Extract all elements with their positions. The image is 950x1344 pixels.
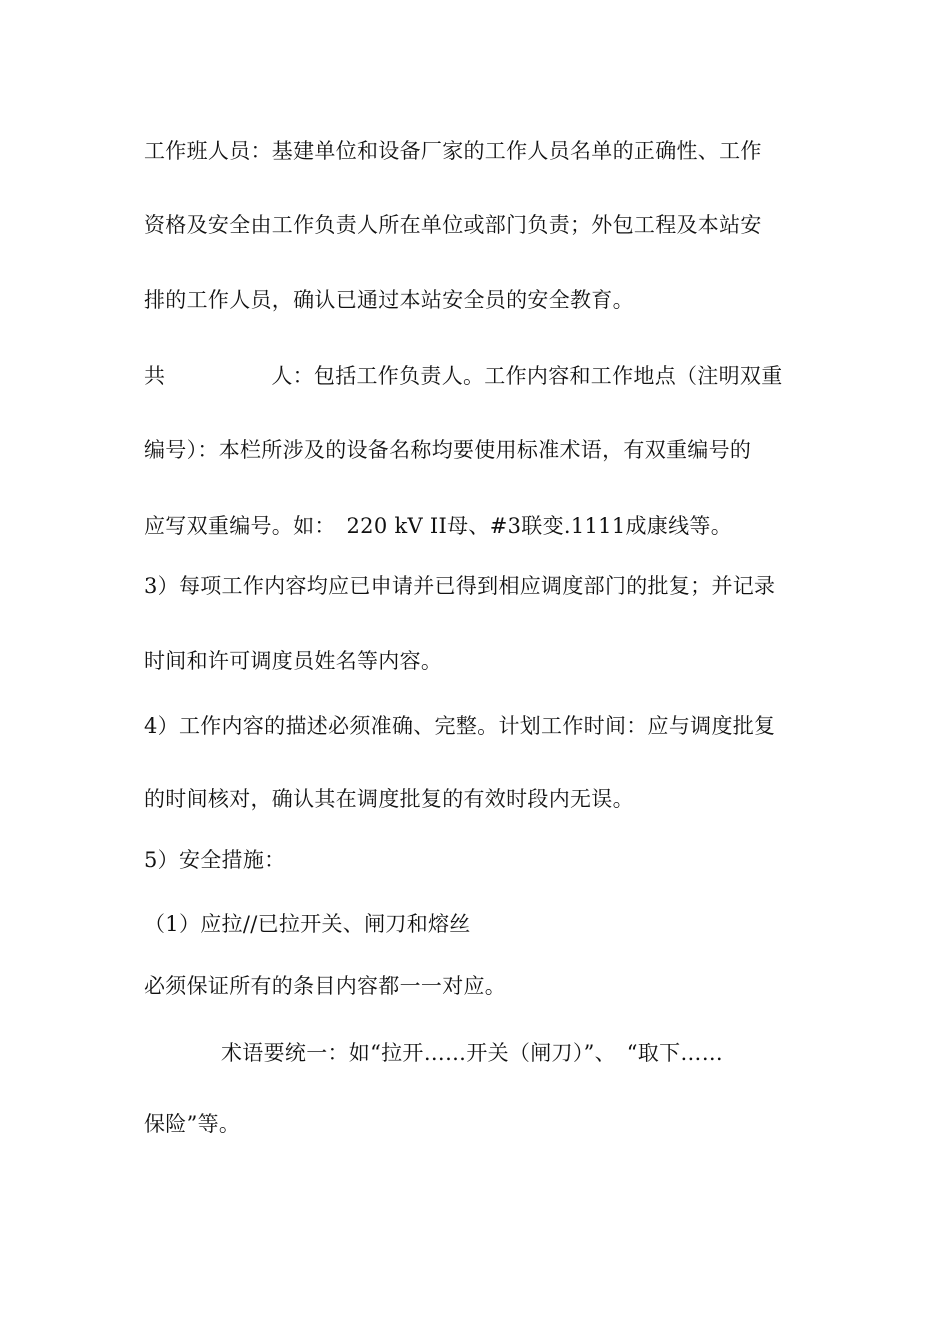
- paragraph-line: 必须保证所有的条目内容都一一对应。: [144, 974, 507, 998]
- indented-paragraph-line: 术语要统一：如“拉开……开关（闸刀）”、 “取下……: [221, 1041, 724, 1065]
- paragraph-line: 应写双重编号。如： 220 kV II母、#3联变.1111成康线等。: [144, 514, 732, 538]
- paragraph-line: 保险”等。: [144, 1112, 241, 1136]
- list-item: （1）应拉//已拉开关、闸刀和熔丝: [144, 912, 471, 936]
- section-heading: 5）安全措施：: [144, 848, 286, 872]
- paragraph-line: 排的工作人员，确认已通过本站安全员的安全教育。: [144, 288, 634, 312]
- line-suffix: 人：包括工作负责人。工作内容和工作地点（注明双重: [271, 364, 783, 388]
- paragraph-line: 工作班人员：基建单位和设备厂家的工作人员名单的正确性、工作: [144, 139, 762, 163]
- paragraph-line: 资格及安全由工作负责人所在单位或部门负责；外包工程及本站安: [144, 213, 762, 237]
- paragraph-line: 3）每项工作内容均应已申请并已得到相应调度部门的批复；并记录: [144, 574, 776, 598]
- paragraph-line: 的时间核对，确认其在调度批复的有效时段内无误。: [144, 787, 634, 811]
- line-prefix: 共: [144, 364, 166, 388]
- paragraph-line-with-blank: [144, 362, 824, 390]
- paragraph-line: 时间和许可调度员姓名等内容。: [144, 649, 443, 673]
- paragraph-line: 编号）：本栏所涉及的设备名称均要使用标准术语，有双重编号的: [144, 438, 752, 462]
- paragraph-line: 4）工作内容的描述必须准确、完整。计划工作时间：应与调度批复: [144, 714, 776, 738]
